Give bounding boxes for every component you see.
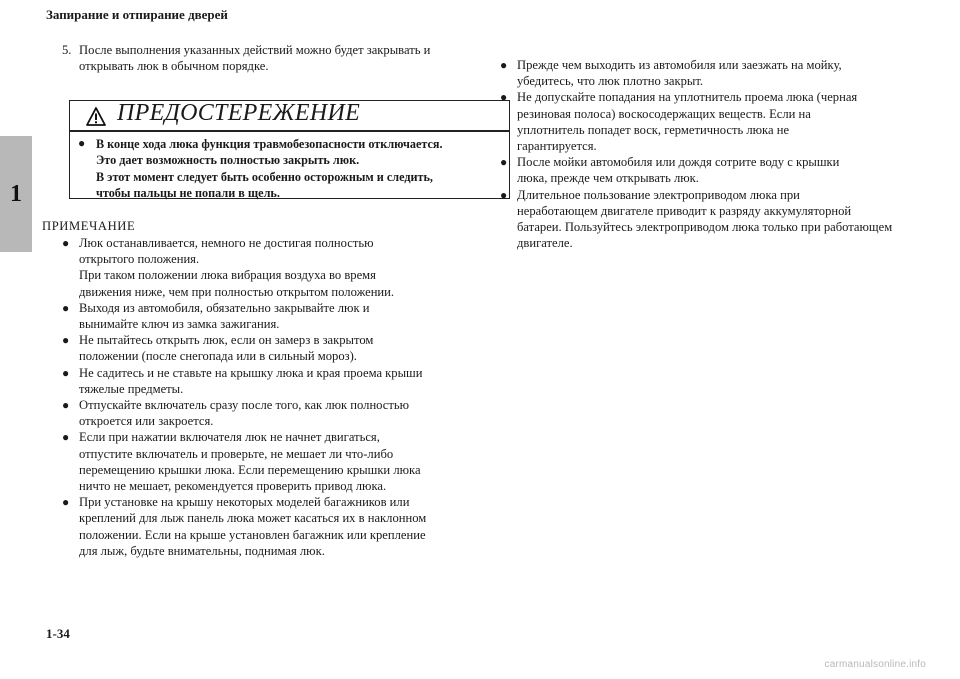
chapter-tab	[0, 136, 32, 252]
list-item	[62, 332, 462, 364]
warning-line: чтобы пальцы не попали в щель.	[96, 186, 280, 201]
list-item-line: положении. Если на крыше установлен багажник или крепление	[79, 527, 426, 542]
left-column	[42, 42, 462, 558]
list-item-line: При установке на крышу некоторых моделей багажников или	[79, 495, 410, 510]
watermark: carmanualsonline.info	[824, 659, 926, 670]
list-item-line: Не допускайте попадания на уплотнитель проема люка (черная	[517, 90, 858, 105]
warning-line: В этот момент следует быть особенно осторожным и следить,	[96, 169, 433, 184]
list-item-line: вынимайте ключ из замка зажигания.	[79, 317, 280, 332]
right-column	[500, 57, 900, 251]
bullet-icon: ●	[500, 187, 508, 202]
list-item	[500, 187, 900, 252]
list-item-line: двигателе.	[517, 236, 573, 251]
list-item	[500, 154, 900, 186]
bullet-icon: ●	[62, 430, 70, 445]
list-item-line: движения ниже, чем при полностью открытом положении.	[79, 284, 395, 299]
list-item-line: для лыж, будьте внимательны, поднимая люк.	[79, 543, 325, 558]
section-header: Запирание и отпирание дверей	[46, 7, 228, 22]
list-item	[62, 429, 462, 494]
bullet-icon: ●	[62, 398, 70, 413]
note-list	[62, 235, 462, 559]
list-item-line: откроется или закроется.	[79, 414, 214, 429]
list-item-line: ничто не мешает, рекомендуется проверить привод люка.	[79, 479, 387, 494]
list-item-line: Не садитесь и не ставьте на крышку люка и края проема крыши	[79, 365, 423, 380]
list-item-line: люка, прежде чем открывать люк.	[517, 171, 699, 186]
list-item-line: Не пытайтесь открыть люк, если он замерз в закрытом	[79, 333, 374, 348]
list-item	[62, 235, 462, 300]
list-item	[62, 494, 462, 559]
list-item	[62, 365, 462, 397]
list-item	[500, 57, 900, 89]
list-item-line: убедитесь, что люк плотно закрыт.	[517, 74, 704, 89]
list-item-line: Отпускайте включатель сразу после того, как люк полностью	[79, 398, 410, 413]
bullet-icon: ●	[62, 236, 70, 250]
list-item-line: батареи. Пользуйтесь электроприводом люка только при работающем	[517, 220, 893, 235]
list-item-line: перемещению крышки люка. Если перемещению крышки люка	[79, 462, 421, 477]
list-item-line: Длительное пользование электроприводом люка при	[517, 187, 800, 202]
list-item	[62, 300, 462, 332]
list-item-line: открытого положения.	[79, 252, 200, 267]
bullet-icon: ●	[62, 495, 70, 510]
list-item-line: Люк останавливается, немного не достигая полностью	[79, 236, 374, 250]
warning-line: Это дает возможность полностью закрыть люк.	[96, 153, 360, 168]
list-item-line: После мойки автомобиля или дождя сотрите воду с крышки	[517, 155, 840, 170]
note-title: ПРИМЕЧАНИЕ	[42, 219, 136, 233]
page-number: 1-34	[46, 626, 70, 641]
list-item-line: уплотнитель попадет воск, герметичность люка не	[517, 122, 790, 137]
step-number: 5.	[62, 43, 72, 57]
list-item-line: тяжелые предметы.	[79, 381, 184, 396]
step-text: После выполнения указанных действий можно будет закрывать и открывать люк в обычном порядке.	[79, 43, 431, 74]
warning-triangle-icon	[86, 107, 106, 126]
warning-header	[70, 101, 509, 131]
bullet-icon: ●	[500, 58, 508, 72]
chapter-number: 1	[10, 180, 22, 207]
list-item	[62, 397, 462, 429]
list-item-line: положении (после снегопада или в сильный мороз).	[79, 349, 357, 364]
list-item-line: гарантируется.	[517, 139, 597, 154]
list-item-line: неработающем двигателе приводит к разряду аккумуляторной	[517, 203, 852, 218]
bullet-icon: ●	[62, 333, 70, 348]
list-item-line: Прежде чем выходить из автомобиля или заезжать на мойку,	[517, 58, 842, 72]
warning-title: ПРЕДОСТЕРЕЖЕНИЕ	[117, 100, 361, 126]
bullet-icon: ●	[500, 90, 508, 105]
list-item-line: резиновая полоса) воскосодержащих веществ. Если на	[517, 106, 811, 121]
list-item-line: Выходя из автомобиля, обязательно закрывайте люк и	[79, 300, 370, 315]
bullet-icon: ●	[62, 365, 70, 380]
warning-body	[70, 131, 509, 202]
step-5	[62, 42, 462, 74]
warning-box	[69, 100, 510, 199]
list-item-line: креплений для лыж панель люка может касаться их в наклонном	[79, 511, 427, 526]
bullet-icon: ●	[62, 300, 70, 315]
list-item-line: отпустите включатель и проверьте, не мешает ли что-либо	[79, 446, 394, 461]
warning-line: В конце хода люка функция травмобезопасности отключается.	[96, 137, 443, 151]
list-item	[500, 89, 900, 154]
bullet-icon: ●	[500, 155, 508, 170]
list-item-line: При таком положении люка вибрация воздуха во время	[79, 268, 376, 283]
warning-bullet: ●	[78, 136, 86, 150]
list-item-line: Если при нажатии включателя люк не начнет двигаться,	[79, 430, 380, 445]
